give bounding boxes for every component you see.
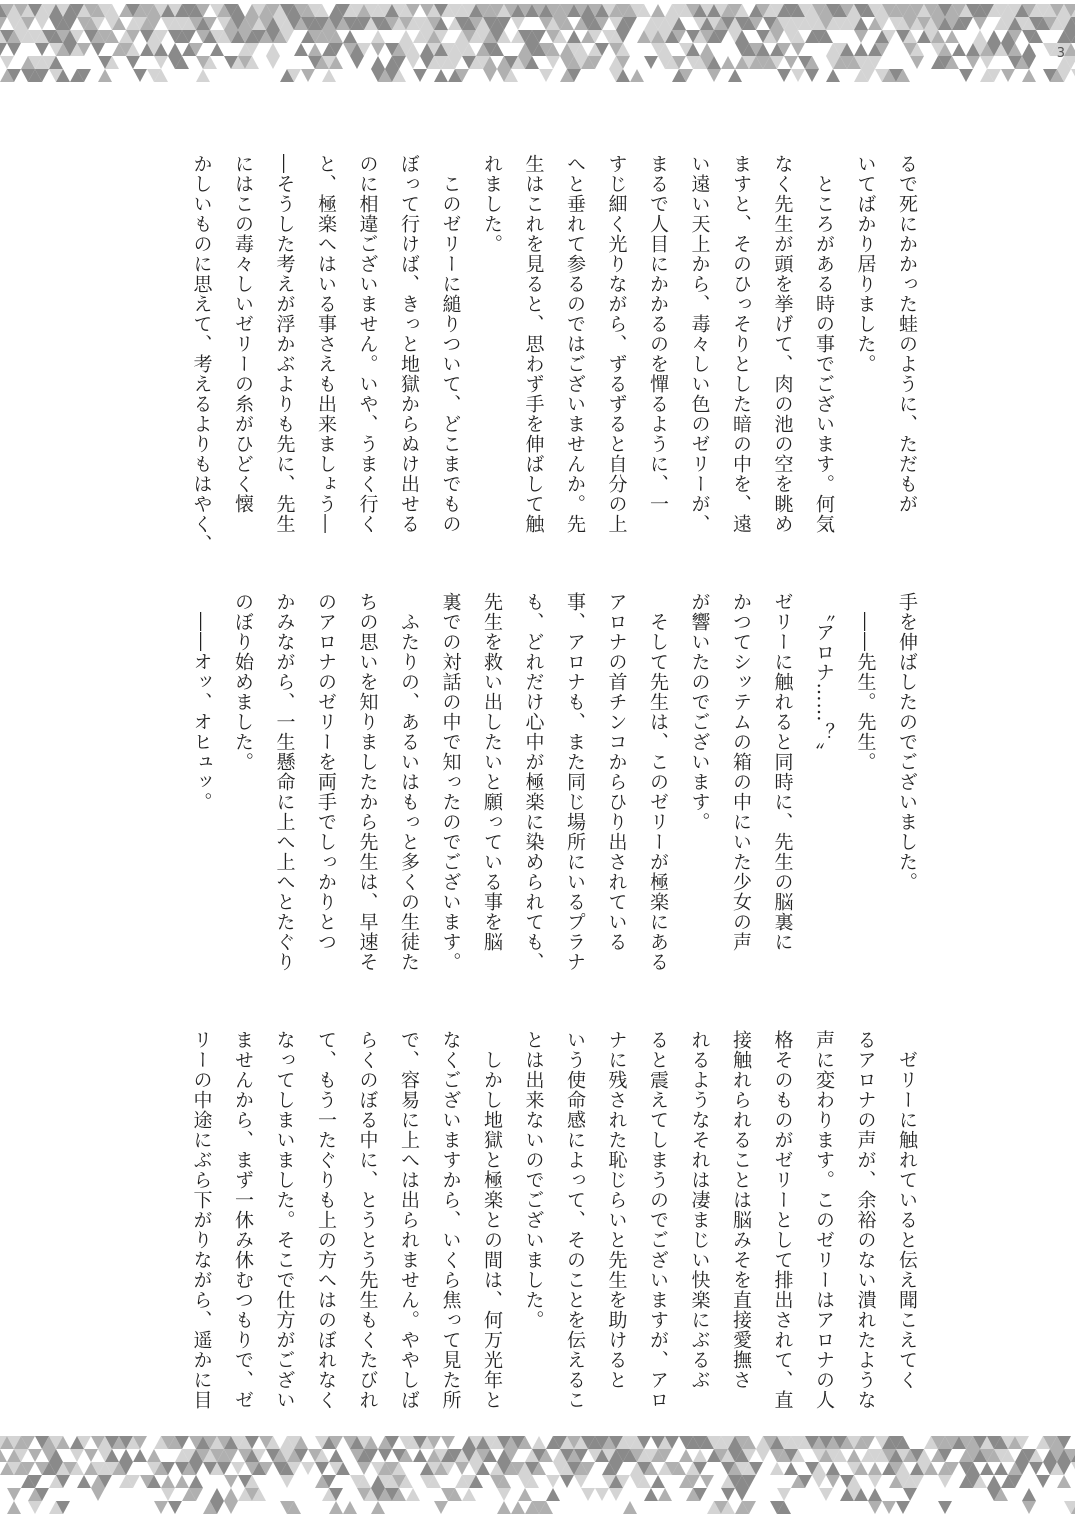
triangle-tile [938,1501,952,1514]
triangle-tile [1022,69,1036,82]
triangle-tile [756,1449,770,1462]
triangle-tile [567,30,581,43]
triangle-tile [1001,69,1015,82]
triangle-tile [0,43,7,56]
triangle-tile [119,1449,133,1462]
top-triangle-band [0,0,1075,90]
triangle-tile [147,1449,161,1462]
triangle-tile [644,1488,658,1501]
triangle-tile [161,1488,175,1501]
triangle-tile [882,1501,896,1514]
triangle-tile [28,1449,42,1462]
triangle-tile [497,1501,511,1514]
triangle-tile [406,56,420,69]
triangle-tile [784,1462,798,1475]
triangle-tile [7,1501,21,1514]
triangle-tile [483,69,497,82]
triangle-tile [91,1488,105,1501]
triangle-tile [546,56,560,69]
triangle-tile [301,1462,315,1475]
triangle-tile [357,1462,371,1475]
triangle-tile [973,17,987,30]
triangle-tile [168,43,182,56]
triangle-tile [700,1475,714,1488]
triangle-tile [35,17,49,30]
triangle-tile [455,1462,469,1475]
triangle-tile [623,1501,637,1514]
triangle-tile [399,30,413,43]
triangle-tile [343,30,357,43]
triangle-tile [77,1475,91,1488]
triangle-tile [154,1501,168,1514]
triangle-tile [952,43,966,56]
triangle-tile [770,1462,784,1475]
triangle-tile [721,56,735,69]
triangle-tile [651,1475,665,1488]
triangle-tile [434,69,448,82]
triangle-tile [413,1449,427,1462]
triangle-tile [980,1462,994,1475]
text-block-top: るで死にかかった蛙のように、ただもが いてばかり居りました。 ところがある時の事でございます。何気 なく先生が頭を挙げて、肉の池の空を眺め ますと、そのひっそりとした暗の中を、遠 い遠い天上から、毒々しい色のゼリーが、 まるで人目にかかるのを憚るように、一 すじ細く光りながら、ずるずると自分の上 へと垂れて参るのではございませんか。先 生はこれを見ると、思わず手を伸ばして触 れました。 このゼリーに縋りついて、どこまでもの ぼって行けば、きっと地獄からぬけ出せる のに相違ございません。いや、うまく行く と、極楽へはいる事さえも出来ましょう― ―そうした考えが浮かぶよりも先に、先生 にはこの毒々しいゼリーの糸がひどく懐 かしいものに思えて、考えるよりもはやく、 [190,154,918,554]
triangle-tile [35,43,49,56]
triangle-tile [329,1501,343,1514]
triangle-tile [0,17,7,30]
triangle-tile [322,69,336,82]
triangle-tile [658,1488,672,1501]
triangle-tile [777,1488,791,1501]
triangle-tile [868,1501,882,1514]
triangle-tile [434,1501,448,1514]
triangle-tile [1022,1501,1036,1514]
text-block-middle: 手を伸ばしたのでございました。 ――先生。先生。 〝アロナ……？〟 ゼリーに触れると同時に、先生の脳裏に かつてシッテムの箱の中にいた少女の声 が響いたのでございます。 そして先生は、このゼリーが極楽にある アロナの首チンコからひり出されている 事、アロナも、また同じ場所にいるプラナ も、どれだけ心中が極楽に染められても、 先生を救い出したいと願っている事を脳 裏での対話の中で知ったのでございます。 ふたりの、あるいはもっと多くの生徒た ちの思いを知りましたから先生は、早速そ のアロナのゼリーを両手でしっかりとつ かみながら、一生懸命に上へ上へとたぐり のぼり始めました。 ――オッ、オヒュッ。 [190,592,918,972]
triangle-tile [441,1436,455,1449]
triangle-tile [224,1488,238,1501]
triangle-tile [728,69,742,82]
triangle-tile [371,56,385,69]
triangle-tile [231,1462,245,1475]
text-block-bottom: ゼリーに触れていると伝え聞こえてく るアロナの声が、余裕のない潰れたような 声に変わります。このゼリーはアロナの人 格そのものがゼリーとして排出されて、直 接触れられることは脳みそを直接愛撫さ れるようなそれは凄まじい快楽にぶるぶ ると震えてしまうのでございますが、アロ ナに残された恥じらいと先生を助けると いう使命感によって、そのことを伝えるこ とは出来ないのでございました。 しかし地獄と極楽との間は、何万光年と なくございますから、いくら焦って見た所 で、容易に上へは出られません。ややしば らくのぼる中に、とうとう先生もくたびれ て、もう一たぐりも上の方へはのぼれなく なってしまいました。そこで仕方がござい ませんから、まず一休み休むつもりで、ゼ リーの中途にぶら下がりながら、遥かに目 [190,1030,918,1410]
triangle-tile [574,1475,588,1488]
triangle-tile [532,1436,546,1449]
page-number: 3 [1056,46,1065,61]
triangle-tile [826,1462,840,1475]
bottom-triangle-band [0,1428,1075,1518]
triangle-tile [609,1488,623,1501]
triangle-tile [966,56,980,69]
triangle-tile [7,43,21,56]
triangle-tile [315,1462,329,1475]
triangle-tile [826,69,840,82]
triangle-tile [721,1488,735,1501]
triangle-tile [945,30,959,43]
triangle-tile [679,1449,693,1462]
triangle-tile [980,56,994,69]
triangle-tile [644,56,658,69]
triangle-tile [938,1475,952,1488]
triangle-tile [343,1501,357,1514]
triangle-tile [350,56,364,69]
triangle-tile [462,1488,476,1501]
triangle-tile [910,56,924,69]
triangle-pattern-icon [0,1428,1075,1518]
triangle-tile [707,69,721,82]
triangle-tile [651,4,665,17]
triangle-tile [987,30,1001,43]
triangle-tile [693,1449,707,1462]
triangle-tile [700,43,714,56]
triangle-tile [1071,69,1075,82]
triangle-tile [1071,1462,1075,1475]
triangle-tile [791,69,805,82]
triangle-tile [266,43,280,56]
triangle-tile [210,1488,224,1501]
triangle-tile [903,1488,917,1501]
triangle-tile [1022,43,1036,56]
triangle-tile [329,1449,343,1462]
triangle-tile [0,56,14,69]
triangle-tile [168,1501,182,1514]
triangle-tile [595,1488,609,1501]
triangle-tile [196,69,210,82]
triangle-tile [378,1449,392,1462]
triangle-tile [847,1449,861,1462]
triangle-tile [987,1475,1001,1488]
triangle-tile [959,69,973,82]
triangle-tile [154,56,168,69]
triangle-tile [868,1462,882,1475]
triangle-tile [973,30,987,43]
triangle-tile [1036,1475,1050,1488]
triangle-tile [301,69,315,82]
triangle-tile [854,43,868,56]
triangle-tile [161,1475,175,1488]
triangle-tile [581,1488,595,1501]
triangle-tile [280,1475,294,1488]
triangle-tile [546,1475,560,1488]
triangle-tile [896,1501,910,1514]
triangle-tile [7,1488,21,1501]
triangle-tile [189,1475,203,1488]
triangle-tile [791,43,805,56]
triangle-tile [371,1501,385,1514]
triangle-tile [518,1488,532,1501]
triangle-tile [133,69,147,82]
triangle-tile [91,43,105,56]
triangle-tile [630,69,644,82]
triangle-tile [413,69,427,82]
triangle-tile [735,1488,749,1501]
triangle-tile [868,1488,882,1501]
triangle-tile [511,17,525,30]
triangle-tile [546,1488,560,1501]
triangle-tile [868,1475,882,1488]
triangle-tile [819,1488,833,1501]
triangle-tile [0,1449,7,1462]
triangle-tile [1057,1475,1071,1488]
triangle-tile [854,30,868,43]
triangle-tile [28,1501,42,1514]
triangle-tile [224,1501,238,1514]
triangle-tile [826,1475,840,1488]
triangle-tile [994,1462,1008,1475]
triangle-tile [70,1449,84,1462]
triangle-tile [812,1475,826,1488]
triangle-tile [805,69,819,82]
triangle-tile [126,56,140,69]
triangle-tile [539,69,553,82]
triangle-tile [371,30,385,43]
triangle-tile [308,43,322,56]
triangle-tile [98,69,112,82]
triangle-tile [1022,1488,1036,1501]
triangle-tile [406,1488,420,1501]
triangle-tile [784,56,798,69]
triangle-tile [224,1475,238,1488]
triangle-tile [497,1488,511,1501]
triangle-tile [294,43,308,56]
triangle-tile [511,1501,525,1514]
triangle-tile [175,1475,189,1488]
triangle-tile [1029,1462,1043,1475]
triangle-tile [777,69,791,82]
triangle-tile [266,56,280,69]
triangle-tile [560,1475,574,1488]
triangle-tile [210,43,224,56]
triangle-pattern-icon [0,0,1075,90]
triangle-tile [371,43,385,56]
triangle-tile [84,1449,98,1462]
triangle-tile [133,1449,147,1462]
